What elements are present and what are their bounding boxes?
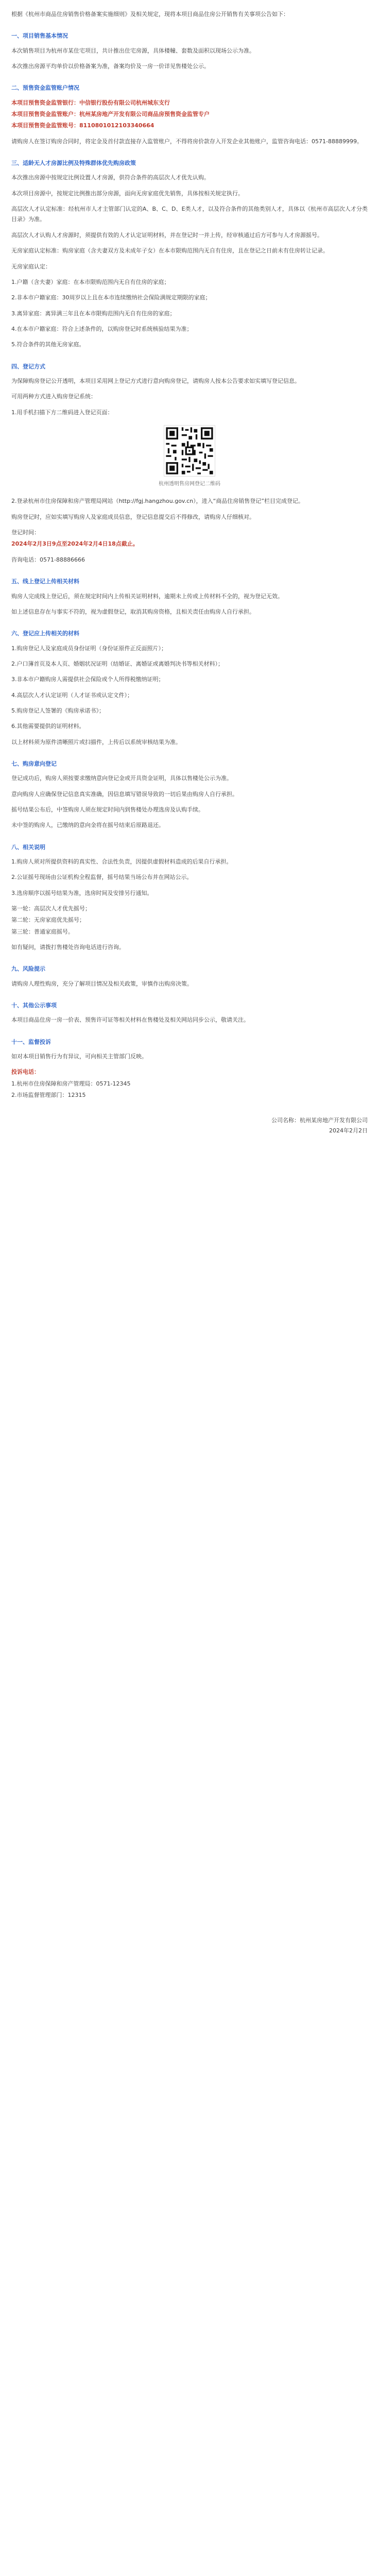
escrow-account-number: 本项目预售资金监管账号：8110801012103340664: [11, 122, 154, 129]
material-item: 4.高层次人才认定证明（人才证书或认定文件）；: [11, 691, 133, 699]
section-8-paragraph: 如有疑问，请拨打售楼处咨询电话进行咨询。: [11, 944, 125, 951]
registration-method-2: 2.登录杭州市住房保障和房产管理局网站（http://fgj.hangzhou.gov.cn），进入“商品住房销售登记”栏目完成登记。: [11, 498, 304, 505]
section-10-title: 十、其他公示事项: [11, 1002, 57, 1009]
intro-paragraph: 根据《杭州市商品住房销售价格备案实施细则》及相关规定，现将本项目商品住房公开销售有关事项公告如下：: [11, 11, 289, 18]
no-house-item: 1.户籍（含夫妻）家庭：在本市限购范围内无自有住房的家庭；: [11, 278, 170, 285]
section-9-title: 九、风险提示: [11, 965, 45, 973]
section-3-paragraph: 高层次人才认定标准：经杭州市人才主管部门认定的A、B、C、D、E类人才，以及符合条件的其他类别人才，具体以《杭州市高层次人才分类目录》为准。: [11, 206, 368, 223]
section-3-title: 三、适龄无人才房源比例及特殊群体优先购房政策: [11, 160, 136, 167]
complaint-item: 2.市场监督管理部门：12315: [11, 1092, 86, 1099]
section-6-paragraph: 以上材料须为原件清晰照片或扫描件，上传后以系统审核结果为准。: [11, 738, 181, 745]
section-2-paragraph: 请购房人在签订购房合同时，将定金及首付款直接存入监管账户，不得将房价款存入开发企业其他账户，监管咨询电话：0571-88889999。: [11, 138, 363, 145]
complaint-phone-title: 投诉电话：: [11, 1069, 40, 1076]
section-5-paragraph: 购房人完成线上登记后，须在规定时间内上传相关证明材料，逾期未上传或上传材料不全的，视为登记无效。: [11, 592, 283, 600]
material-item: 3.非本市户籍购房人需提供社会保险或个人所得税缴纳证明；: [11, 676, 164, 683]
lottery-round: 第二轮：无房家庭优先摇号；: [11, 917, 85, 924]
section-4-paragraph: 为保障购房登记公开透明，本项目采用网上登记方式进行意向购房登记，请购房人按本公告要求如实填写登记信息。: [11, 377, 300, 384]
no-house-family-title: 无房家庭认定：: [11, 263, 51, 270]
section-3-paragraph: 本次项目房源中，按规定比例推出部分房源，面向无房家庭优先销售，具体按相关规定执行。: [11, 190, 244, 197]
note-item: 1.购房人须对所提供资料的真实性、合法性负责，因提供虚假材料造成的后果自行承担。: [11, 858, 232, 865]
section-5-title: 五、线上登记上传相关材料: [11, 578, 79, 585]
note-item: 3.选房顺序以摇号结果为准，选房时间及安排另行通知。: [11, 889, 153, 896]
footer: [11, 1115, 368, 1137]
footer-company: 公司名称：杭州某房地产开发有限公司: [271, 1116, 368, 1124]
section-2-title: 二、预售资金监管账户情况: [11, 84, 79, 92]
section-7-paragraph: 意向购房人应确保登记信息真实准确，因信息填写错误导致的一切后果由购房人自行承担。: [11, 790, 238, 798]
section-4-paragraph: 可用两种方式进入购房登记系统：: [11, 393, 96, 400]
complaint-item: 1.杭州市住房保障和房产管理局：0571-12345: [11, 1080, 131, 1087]
section-11-title: 十一、监督投诉: [11, 1038, 51, 1045]
qr-caption: 杭州透明售房网登记二维码: [159, 481, 220, 487]
section-4-title: 四、登记方式: [11, 363, 45, 370]
no-house-item: 3.离异家庭：离异满三年且在本市限购范围内无自有住房的家庭；: [11, 310, 176, 317]
registration-time: 2024年2月3日9点至2024年2月4日18点截止。: [11, 540, 139, 548]
section-8-title: 八、相关说明: [11, 843, 45, 851]
qr-code-icon[interactable]: [164, 425, 215, 477]
registration-time-label: 登记时间：: [11, 529, 40, 536]
section-3-paragraph: 本次推出房源中按规定比例设置人才房源，供符合条件的高层次人才优先认购。: [11, 174, 210, 181]
no-house-item: 4.在本市户籍家庭：符合上述条件的，以购房登记时系统核验结果为准；: [11, 325, 193, 332]
section-1-paragraph: 本次推出房源平均单价以价格备案为准，备案均价及一房一价详见售楼处公示。: [11, 63, 210, 70]
registration-method-1: 1.用手机扫描下方二维码进入登记页面：: [11, 409, 113, 416]
escrow-bank: 本项目预售资金监管银行：中信银行股份有限公司杭州城东支行: [11, 99, 170, 106]
section-11-paragraph: 如对本项目销售行为有异议，可向相关主管部门反映。: [11, 1053, 147, 1060]
footer-date: 2024年2月2日: [329, 1127, 368, 1134]
material-item: 5.购房登记人签署的《购房承诺书》；: [11, 707, 105, 714]
section-1-title: 一、项目销售基本情况: [11, 32, 68, 40]
material-item: 2.户口簿首页及本人页、婚姻状况证明（结婚证、离婚证或离婚判决书等相关材料）；: [11, 660, 223, 667]
no-house-item: 5.符合条件的其他无房家庭。: [11, 341, 85, 348]
material-item: 6.其他需要提供的证明材料。: [11, 723, 85, 730]
section-7-paragraph: 摇号结果公布后，中签购房人须在规定时间内到售楼处办理选房及认购手续。: [11, 806, 204, 813]
section-7-title: 七、购房意向登记: [11, 760, 57, 767]
section-1-paragraph: 本次销售项目为杭州市某住宅项目，共计推出住宅房源，具体楼幢、套数及面积以现场公示为准。: [11, 47, 255, 54]
section-5-paragraph: 如上述信息存在与事实不符的，视为虚假登记，取消其购房资格，且相关责任由购房人自行承担。: [11, 608, 255, 615]
note-item: 2.公证摇号现场由公证机构全程监督，摇号结果当场公布并在网站公示。: [11, 874, 193, 881]
section-7-paragraph: 未中签的购房人，已缴纳的意向金将在摇号结束后原路退还。: [11, 822, 164, 829]
no-house-item: 2.非本市户籍家庭：30周岁以上且在本市连续缴纳社会保险满规定期限的家庭；: [11, 294, 211, 301]
section-10-paragraph: 本项目商品住房一房一价表、预售许可证等相关材料在售楼处及相关网站同步公示，敬请关注。: [11, 1016, 249, 1024]
section-4-paragraph: 购房登记时，应如实填写购房人及家庭成员信息，登记信息提交后不得修改，请购房人仔细核对。: [11, 513, 255, 520]
material-item: 1.购房登记人及家庭成员身份证明（身份证原件正反面照片）；: [11, 645, 167, 652]
section-3-paragraph: 无房家庭认定标准：购房家庭（含夫妻双方及未成年子女）在本市限购范围内无自有住房，且在登记之日前未有住房转让记录。: [11, 247, 329, 255]
section-6-title: 六、登记应上传相关的材料: [11, 630, 79, 637]
consult-phone: 咨询电话：0571-88886666: [11, 556, 85, 563]
escrow-account-name: 本项目预售资金监管账户：杭州某房地产开发有限公司商品房预售资金监管专户: [11, 111, 210, 118]
section-9-paragraph: 请购房人理性购房，充分了解项目情况及相关政策，审慎作出购房决策。: [11, 980, 193, 987]
announcement: [0, 0, 379, 1157]
lottery-round: 第三轮：普通家庭摇号。: [11, 928, 74, 935]
qr-block: [11, 425, 368, 489]
section-7-paragraph: 登记成功后，购房人须按要求缴纳意向登记金或开具资金证明，具体以售楼处公示为准。: [11, 775, 232, 782]
lottery-round: 第一轮：高层次人才优先摇号；: [11, 905, 91, 912]
section-3-paragraph: 高层次人才认购人才房源时，须提供有效的人才认定证明材料，并在登记时一并上传，经审核通过后方可参与人才房源摇号。: [11, 231, 323, 239]
